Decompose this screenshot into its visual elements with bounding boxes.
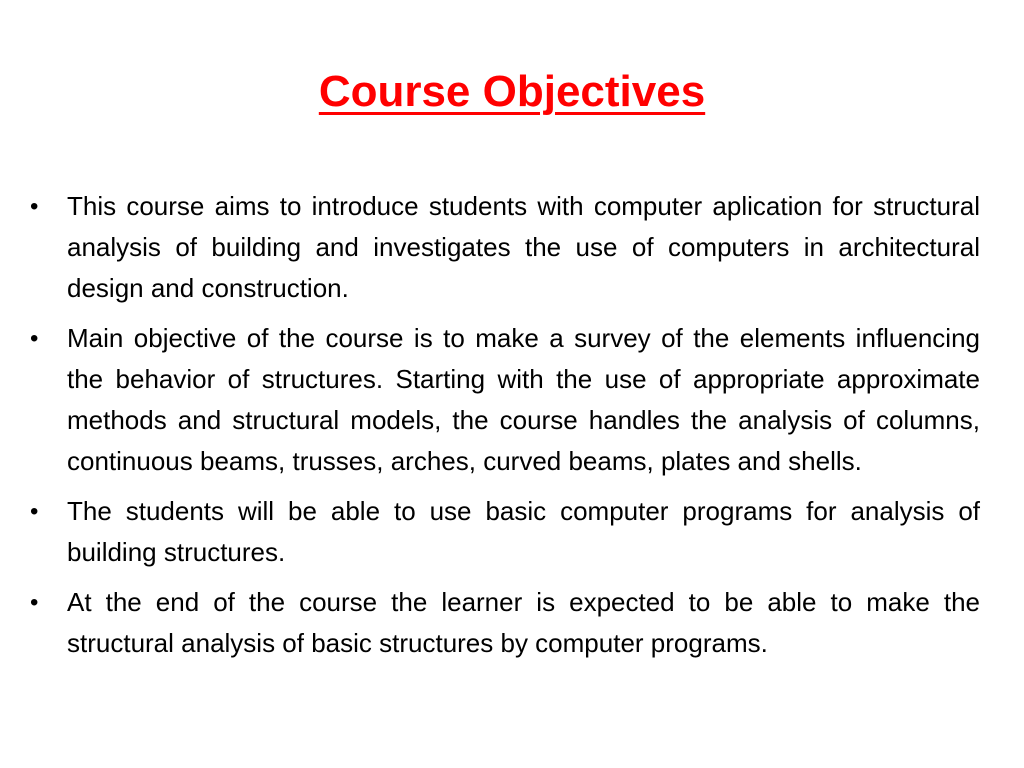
bullet-marker: •	[30, 325, 39, 352]
bullet-marker: •	[30, 193, 39, 220]
bullet-marker: •	[30, 498, 39, 525]
bullet-item-1	[30, 186, 980, 309]
bullet-list	[30, 186, 980, 673]
bullet-text: This course aims to introduce students with computer aplication for structural analysis of building and investigates the use of computers in architectural design and construction.	[67, 191, 980, 303]
bullet-item-2	[30, 318, 980, 482]
slide-title: Course Objectives	[318, 67, 706, 116]
bullet-text: At the end of the course the learner is expected to be able to make the structural analysis of basic structures by computer programs.	[67, 587, 980, 658]
bullet-text: The students will be able to use basic computer programs for analysis of building structures.	[67, 496, 980, 567]
bullet-item-4	[30, 582, 980, 664]
bullet-marker: •	[30, 589, 39, 616]
bullet-text: Main objective of the course is to make a survey of the elements influencing the behavior of structures. Starting with the use of appropriate approximate methods and structural models, the course handles the analysis of columns, continuous beams, trusses, arches, curved beams, plates and shells.	[67, 323, 980, 476]
bullet-item-3	[30, 491, 980, 573]
